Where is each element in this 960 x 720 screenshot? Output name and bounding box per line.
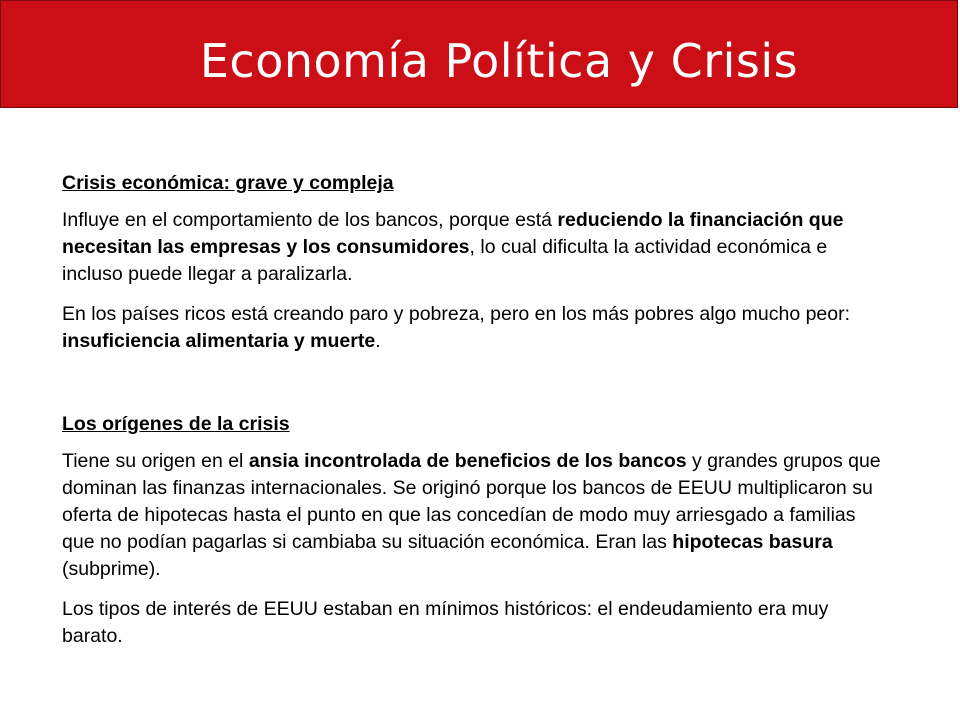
section-heading-origins: Los orígenes de la crisis <box>62 413 290 435</box>
paragraph-origin-banks <box>62 448 892 583</box>
title-banner <box>0 0 958 108</box>
section-spacer <box>62 368 892 411</box>
bold-text-run: ansia incontrolada de beneficios de los bancos <box>248 450 687 472</box>
bold-text-run: hipotecas basura <box>672 531 833 553</box>
text-run: En los países ricos está creando paro y pobreza, pero en los más pobres algo mucho peor: <box>62 303 851 325</box>
slide-body <box>62 170 892 663</box>
text-run: Influye en el comportamiento de los bancos, porque está <box>62 209 558 231</box>
paragraph-banks-influence <box>62 207 892 288</box>
paragraph-rich-poor-countries <box>62 301 892 355</box>
text-run: Tiene su origen en el <box>62 450 249 472</box>
bold-text-run: reduciendo la financiación que necesitan las empresas y los consumidores <box>62 209 844 258</box>
section-heading-crisis: Crisis económica: grave y compleja <box>62 172 394 194</box>
text-run: , lo cual dificulta la actividad económica e incluso puede llegar a paralizarla. <box>62 236 828 285</box>
text-run: Los tipos de interés de EEUU estaban en mínimos históricos: el endeudamiento era muy barato. <box>62 598 829 647</box>
bold-text-run: insuficiencia alimentaria y muerte <box>62 330 376 352</box>
slide-title: Economía Política y Crisis <box>199 34 799 88</box>
text-run: . <box>375 330 381 352</box>
paragraph-interest-rates <box>62 596 892 650</box>
text-run: (subprime). <box>62 558 161 580</box>
text-run: y grandes grupos que dominan las finanzas internacionales. Se originó porque los bancos de EEUU multiplicaron su oferta de hipotecas hasta el punto en que las concedían de modo muy arriesgado a familias que no podían pagarlas si cambiaba su situación económica. Eran las <box>62 450 881 553</box>
